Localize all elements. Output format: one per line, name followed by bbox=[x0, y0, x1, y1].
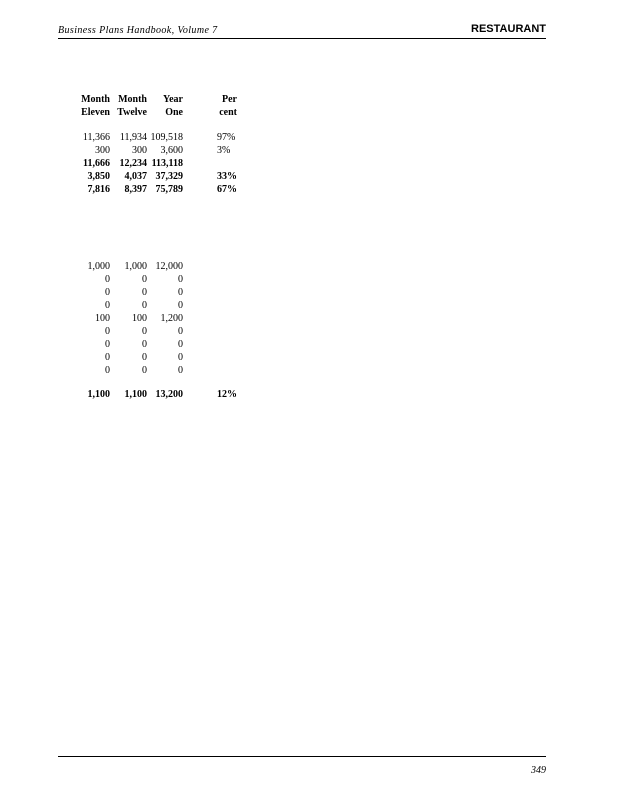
table-cell: 0 bbox=[105, 352, 110, 363]
table-cell: 0 bbox=[142, 274, 147, 285]
table-cell: 4,037 bbox=[124, 171, 147, 182]
table-cell: 0 bbox=[105, 365, 110, 376]
table-cell: 37,329 bbox=[155, 171, 183, 182]
table-row bbox=[0, 325, 617, 338]
table-cell: 0 bbox=[178, 365, 183, 376]
table-row bbox=[0, 260, 617, 273]
table-cell: 11,366 bbox=[82, 132, 110, 143]
table-cell: 1,000 bbox=[87, 261, 110, 272]
table-cell: 0 bbox=[178, 287, 183, 298]
table-cell: 1,000 bbox=[124, 261, 147, 272]
running-header-section: RESTAURANT bbox=[471, 23, 546, 35]
table-cell: 75,789 bbox=[155, 184, 183, 195]
table-cell: 3% bbox=[217, 145, 231, 156]
table-row bbox=[0, 364, 617, 377]
table-cell: 1,200 bbox=[160, 313, 183, 324]
table-cell: 1,100 bbox=[124, 389, 147, 400]
table-cell: 0 bbox=[142, 287, 147, 298]
table-cell: 0 bbox=[105, 326, 110, 337]
table-row bbox=[0, 338, 617, 351]
table-cell: 0 bbox=[178, 352, 183, 363]
table-cell: 100 bbox=[132, 313, 147, 324]
table-cell: 11,934 bbox=[119, 132, 147, 143]
table-row bbox=[0, 312, 617, 325]
table-cell: 0 bbox=[178, 326, 183, 337]
table-row bbox=[0, 273, 617, 286]
table-cell: 67% bbox=[217, 184, 237, 195]
table-cell: 0 bbox=[142, 300, 147, 311]
table-cell: 0 bbox=[105, 287, 110, 298]
table-row bbox=[0, 157, 617, 170]
column-header-row-2 bbox=[0, 106, 617, 119]
table-cell: 0 bbox=[142, 339, 147, 350]
table-cell: 0 bbox=[178, 339, 183, 350]
table-cell: 0 bbox=[105, 300, 110, 311]
table-cell: 1,100 bbox=[87, 389, 110, 400]
table-cell: 8,397 bbox=[124, 184, 147, 195]
table-cell: 0 bbox=[142, 365, 147, 376]
column-header-month-twelve: Month bbox=[118, 94, 147, 105]
table-row bbox=[0, 183, 617, 196]
table-row bbox=[0, 388, 617, 401]
table-cell: 12,000 bbox=[155, 261, 183, 272]
table-row bbox=[0, 299, 617, 312]
table-row bbox=[0, 351, 617, 364]
table-cell: 3,600 bbox=[160, 145, 183, 156]
table-cell: 109,518 bbox=[150, 132, 183, 143]
table-cell: 300 bbox=[132, 145, 147, 156]
page-number: 349 bbox=[531, 765, 546, 776]
table-cell: 0 bbox=[142, 352, 147, 363]
table-cell: 13,200 bbox=[155, 389, 183, 400]
running-header-title: Business Plans Handbook, Volume 7 bbox=[58, 25, 218, 36]
table-row bbox=[0, 170, 617, 183]
table-row bbox=[0, 131, 617, 144]
table-cell: 12,234 bbox=[119, 158, 147, 169]
column-header-month-twelve-line2: Twelve bbox=[117, 107, 147, 118]
table-cell: 113,118 bbox=[151, 158, 183, 169]
header-rule bbox=[58, 38, 546, 39]
column-header-month-eleven: Month bbox=[81, 94, 110, 105]
table-cell: 97% bbox=[217, 132, 236, 143]
table-cell: 7,816 bbox=[87, 184, 110, 195]
table-cell: 100 bbox=[95, 313, 110, 324]
table-cell: 12% bbox=[217, 389, 237, 400]
table-cell: 3,850 bbox=[87, 171, 110, 182]
table-cell: 0 bbox=[178, 274, 183, 285]
column-header-row-1 bbox=[0, 93, 617, 106]
table-cell: 33% bbox=[217, 171, 237, 182]
table-cell: 0 bbox=[142, 326, 147, 337]
column-header-year-one: Year bbox=[163, 94, 183, 105]
table-cell: 11,666 bbox=[83, 158, 110, 169]
column-header-percent-line2: cent bbox=[219, 107, 237, 118]
column-header-year-one-line2: One bbox=[165, 107, 183, 118]
table-cell: 0 bbox=[178, 300, 183, 311]
footer-rule bbox=[58, 756, 546, 757]
column-header-month-eleven-line2: Eleven bbox=[81, 107, 110, 118]
table-row bbox=[0, 144, 617, 157]
table-row bbox=[0, 286, 617, 299]
table-cell: 300 bbox=[95, 145, 110, 156]
table-cell: 0 bbox=[105, 339, 110, 350]
table-cell: 0 bbox=[105, 274, 110, 285]
column-header-percent: Per bbox=[222, 94, 237, 105]
